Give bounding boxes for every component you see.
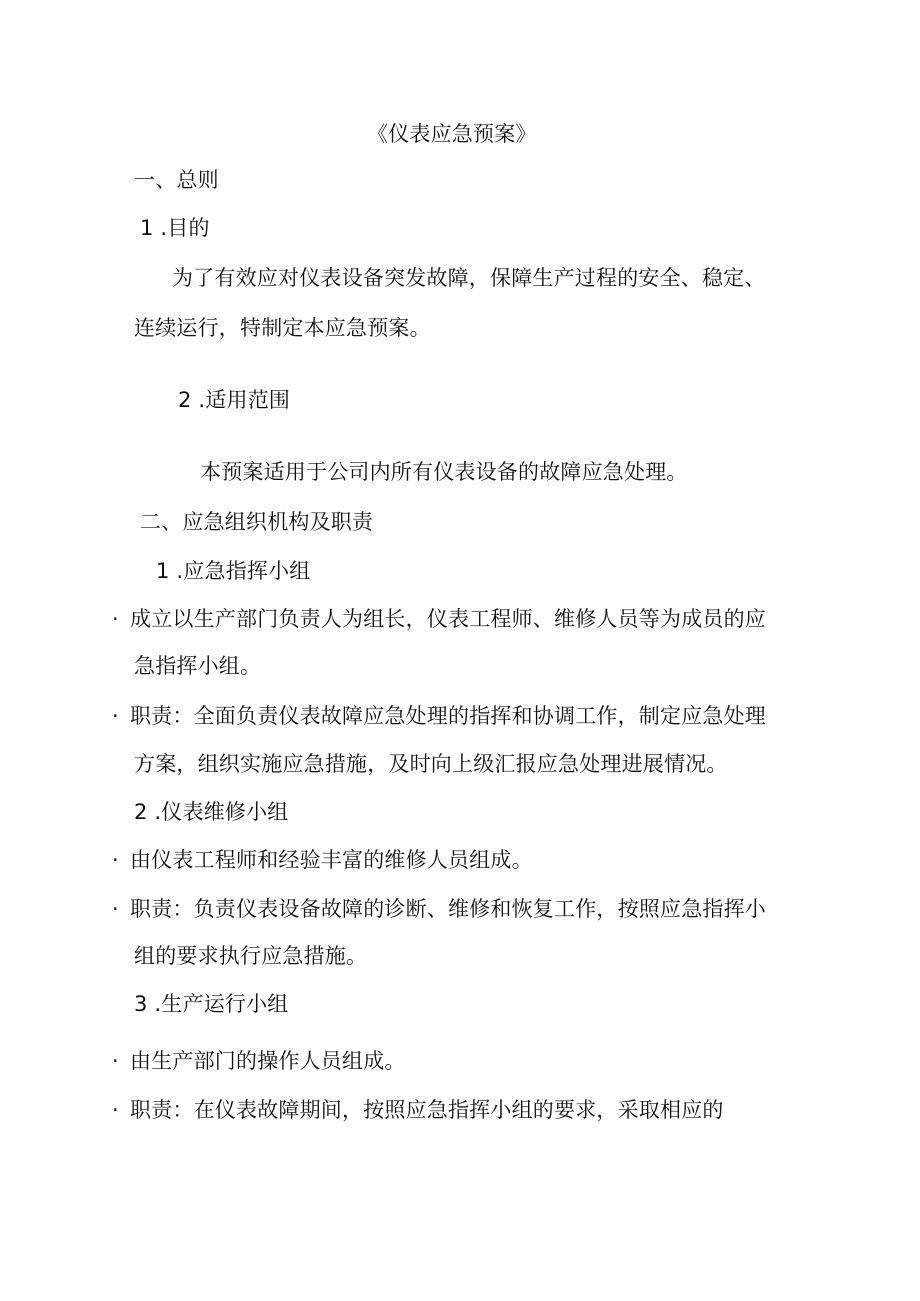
bullet-symbol: · <box>112 704 119 728</box>
bullet-item <box>112 1047 406 1075</box>
purpose-paragraph-line: 连续运行，特制定本应急预案。 <box>134 316 431 340</box>
bullet-symbol: · <box>112 1098 119 1122</box>
bullet-item <box>112 895 766 923</box>
bullet-symbol: · <box>112 897 119 921</box>
section-heading-general: 一、总则 <box>134 168 219 192</box>
scope-paragraph-line: 本预案适用于公司内所有仪表设备的故障应急处理。 <box>200 460 688 484</box>
bullet-symbol: · <box>112 607 119 631</box>
bullet-item <box>112 1096 724 1124</box>
bullet-symbol: · <box>112 1049 119 1073</box>
bullet-continuation: 急指挥小组。 <box>134 654 262 678</box>
section-heading-organization: 二、应急组织机构及职责 <box>140 510 374 534</box>
bullet-text: 由仪表工程师和经验丰富的维修人员组成。 <box>130 848 533 872</box>
bullet-text: 成立以生产部门负责人为组长，仪表工程师、维修人员等为成员的应 <box>130 607 766 631</box>
bullet-item <box>112 702 766 730</box>
bullet-item <box>112 605 766 633</box>
purpose-paragraph-line: 为了有效应对仪表设备突发故障，保障生产过程的安全、稳定、 <box>172 266 766 290</box>
bullet-item <box>112 846 533 874</box>
subsection-heading-maintenance-group: 2 .仪表维修小组 <box>134 800 289 824</box>
bullet-continuation: 组的要求执行应急措施。 <box>134 944 368 968</box>
bullet-symbol: · <box>112 848 119 872</box>
bullet-text: 由生产部门的操作人员组成。 <box>130 1049 406 1073</box>
bullet-text: 职责：在仪表故障期间，按照应急指挥小组的要求，采取相应的 <box>130 1098 724 1122</box>
subsection-heading-command-group: 1 .应急指挥小组 <box>156 559 311 583</box>
bullet-text: 职责：负责仪表设备故障的诊断、维修和恢复工作，按照应急指挥小 <box>130 897 766 921</box>
subsection-heading-operations-group: 3 .生产运行小组 <box>134 992 289 1016</box>
subsection-heading-purpose: 1 .目的 <box>140 216 210 240</box>
bullet-text: 职责：全面负责仪表故障应急处理的指挥和协调工作，制定应急处理 <box>130 704 766 728</box>
subsection-heading-scope: 2 .适用范围 <box>178 388 291 412</box>
document-title: 《仪表应急预案》 <box>367 122 537 146</box>
bullet-continuation: 方案，组织实施应急措施，及时向上级汇报应急处理进展情况。 <box>134 752 728 776</box>
